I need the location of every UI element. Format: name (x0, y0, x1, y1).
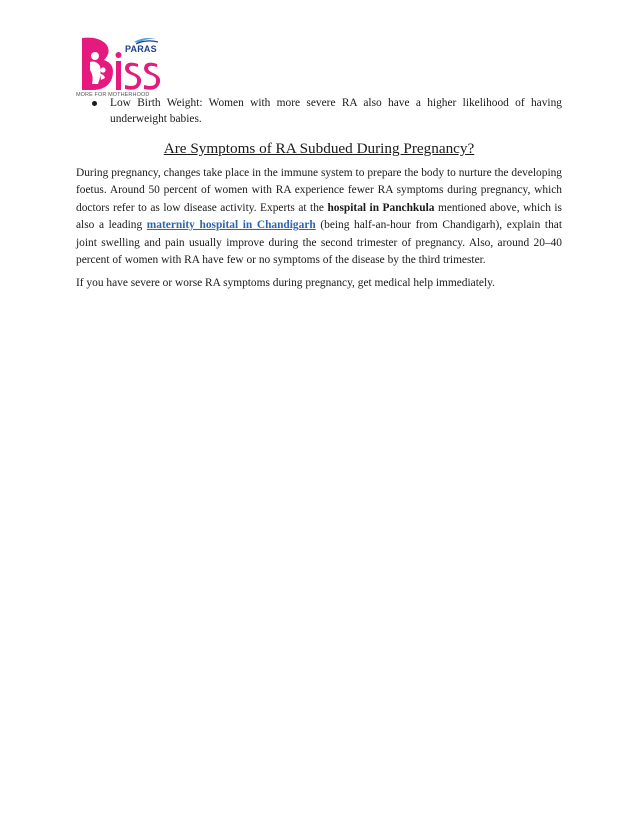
bullet-text: Low Birth Weight: Women with more severe RA also have a higher likelihood of having underweight babies. (110, 97, 562, 125)
paragraph-text-2: mentioned above, which is also a leading (76, 201, 562, 232)
paragraph-symptoms (76, 165, 562, 269)
paragraph-advice: If you have severe or worse RA symptoms during pregnancy, get medical help immediately. (76, 277, 495, 290)
paragraph-text-3: (being half-an-hour from Chandigarh), explain that joint swelling and pain usually improve during the second trimester of pregnancy. Also, around 20–40 percent of women with RA have few or no symptoms of the disease by the third trimester. (76, 219, 562, 267)
logo-brand-small: PARAS (125, 44, 157, 54)
paras-bliss-logo (76, 34, 162, 98)
document-body (76, 96, 562, 299)
bullet-list (76, 96, 562, 127)
section-heading: Are Symptoms of RA Subdued During Pregnancy? (163, 140, 475, 157)
maternity-hospital-link[interactable]: maternity hospital in Chandigarh (146, 219, 316, 232)
logo-tagline: MORE FOR MOTHERHOOD (76, 92, 150, 98)
paragraph-text-1: During pregnancy, changes take place in the immune system to prepare the body to nurture the developing foetus. Around 50 percent of women with RA experience fewer RA symptoms during pregnancy, which doctors refer to as low disease activity. Experts at the (76, 167, 562, 214)
bold-hospital-panchkula: hospital in Panchkula (327, 201, 435, 214)
bullet-icon (92, 101, 97, 106)
list-item (110, 96, 562, 127)
